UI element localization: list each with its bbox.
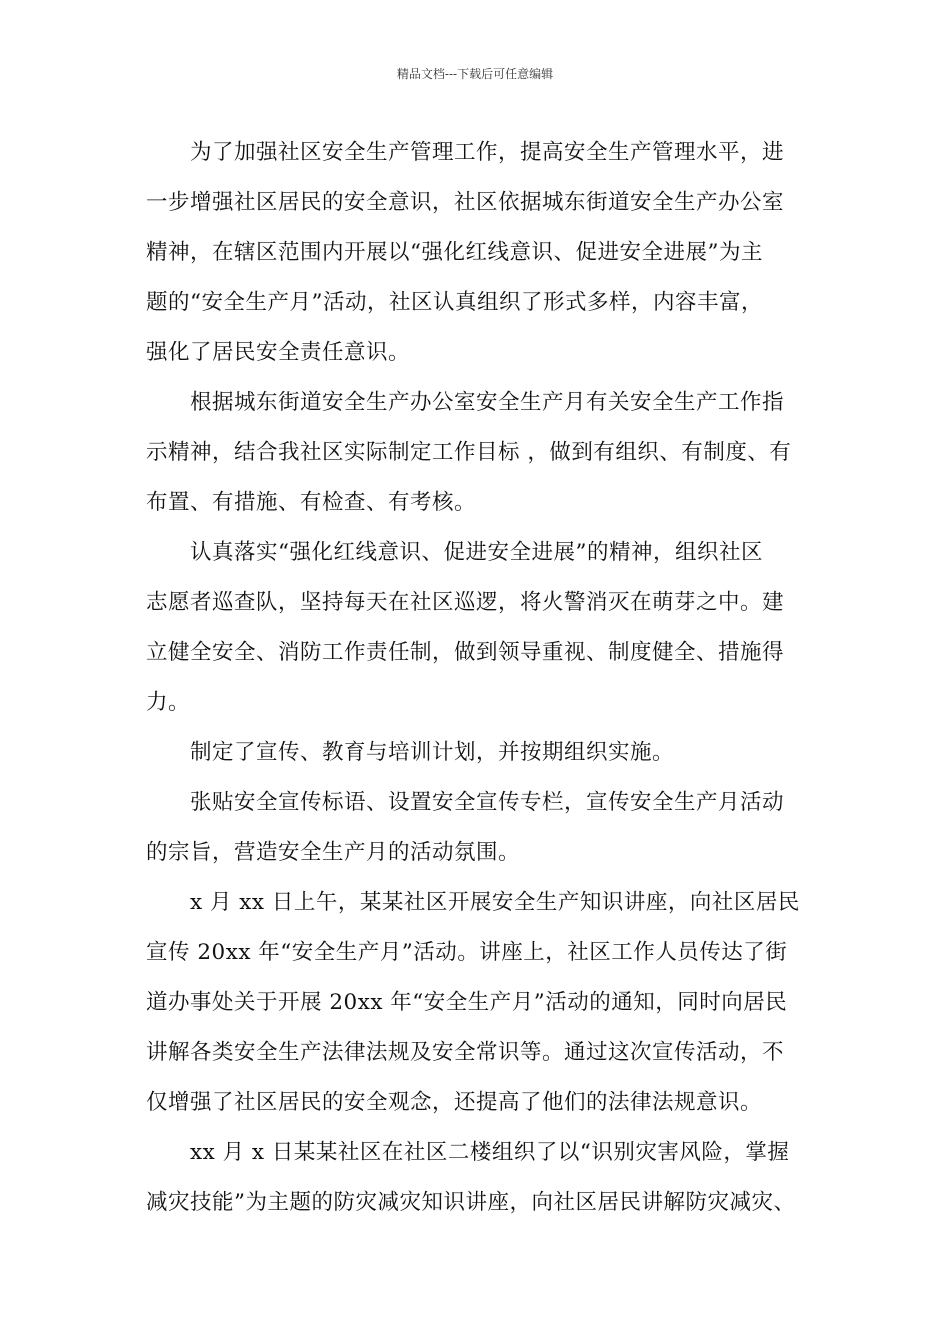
paragraph-line: 一步增强社区居民的安全意识，社区依据城东街道安全生产办公室 bbox=[146, 190, 785, 215]
paragraph-line: 为了加强社区安全生产管理工作，提高安全生产管理水平，进 bbox=[190, 140, 785, 165]
paragraph-line: 布置、有措施、有检查、有考核。 bbox=[146, 490, 477, 515]
paragraph-line: 强化了居民安全责任意识。 bbox=[146, 340, 411, 365]
paragraph-line: 认真落实“强化红线意识、促进安全进展”的精神，组织社区 bbox=[190, 540, 763, 565]
paragraph-line: 制定了宣传、教育与培训计划，并按期组织实施。 bbox=[190, 740, 675, 765]
paragraph-line: 宣传 20xx 年“安全生产月”活动。讲座上，社区工作人员传达了街 bbox=[146, 940, 788, 965]
paragraph-line: 讲解各类安全生产法律法规及安全常识等。通过这次宣传活动，不 bbox=[146, 1040, 785, 1065]
paragraph-line: xx 月 x 日某某社区在社区二楼组织了以“识别灾害风险，掌握 bbox=[190, 1140, 790, 1165]
paragraph-line: 道办事处关于开展 20xx 年“安全生产月”活动的通知，同时向居民 bbox=[146, 990, 788, 1015]
paragraph-line: 志愿者巡查队，坚持每天在社区巡逻，将火警消灭在萌芽之中。建 bbox=[146, 590, 785, 615]
page-header: 精品文档---下载后可任意编辑 bbox=[396, 67, 554, 81]
document-body bbox=[146, 130, 822, 1230]
paragraph-line: 根据城东街道安全生产办公室安全生产月有关安全生产工作指 bbox=[190, 390, 785, 415]
paragraph-line: 仅增强了社区居民的安全观念，还提高了他们的法律法规意识。 bbox=[146, 1090, 763, 1115]
paragraph-line: 减灾技能”为主题的防灾减灾知识讲座，向社区居民讲解防灾减灾、 bbox=[146, 1190, 796, 1215]
paragraph-line: 张贴安全宣传标语、设置安全宣传专栏，宣传安全生产月活动 bbox=[190, 790, 785, 815]
paragraph-line: 的宗旨，营造安全生产月的活动氛围。 bbox=[146, 840, 521, 865]
paragraph-line: 力。 bbox=[146, 690, 191, 715]
paragraph-line: 精神，在辖区范围内开展以“强化红线意识、促进安全进展”为主 bbox=[146, 240, 763, 265]
paragraph-line: x 月 xx 日上午，某某社区开展安全生产知识讲座，向社区居民 bbox=[190, 890, 800, 915]
paragraph-line: 立健全安全、消防工作责任制，做到领导重视、制度健全、措施得 bbox=[146, 640, 785, 665]
paragraph-line: 示精神，结合我社区实际制定工作目标 ，做到有组织、有制度、有 bbox=[146, 440, 792, 465]
paragraph-line: 题的“安全生产月”活动，社区认真组织了形式多样，内容丰富， bbox=[146, 290, 763, 315]
